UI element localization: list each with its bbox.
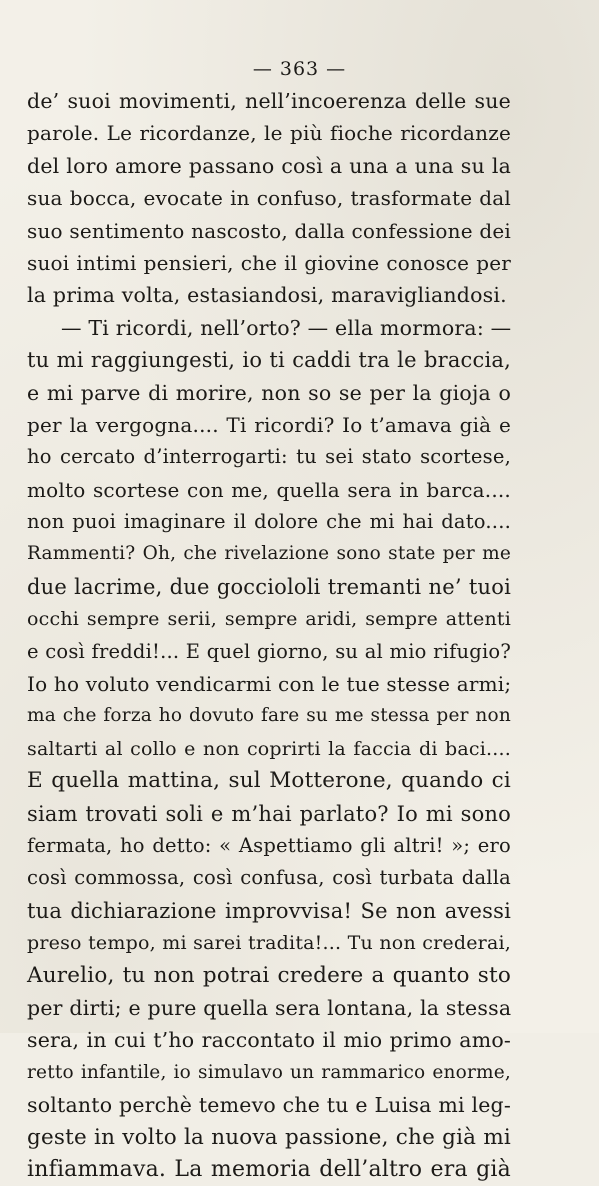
text-line-6: suoi intimi pensieri, che il giovine conosce per: [27, 250, 511, 275]
text-line-33: geste in volto la nuova passione, che già mi: [27, 1124, 511, 1150]
text-line-17: occhi sempre serii, sempre aridi, sempre attenti: [27, 608, 511, 631]
text-line-11: per la vergogna.... Ti ricordi? Io t’amava già e: [27, 412, 511, 437]
text-line-34: infiammava. La memoria dell’altro era già: [27, 1156, 511, 1182]
text-line-7: la prima volta, estasiandosi, maravigliandosi.: [27, 283, 507, 308]
text-line-8: — Ti ricordi, nell’orto? — ella mormora: —: [61, 315, 512, 340]
text-line-23: siam trovati soli e m’hai parlato? Io mi sono: [27, 801, 511, 826]
body-text: [27, 85, 511, 1186]
text-line-30: sera, in cui t’ho raccontato il mio primo amo-: [27, 1028, 511, 1053]
text-line-10: e mi parve di morire, non so se per la gioja o: [27, 380, 511, 405]
text-line-2: parole. Le ricordanze, le più fioche ricordanze: [27, 121, 511, 146]
text-line-13: molto scortese con me, quella sera in barca....: [27, 477, 511, 502]
text-line-5: suo sentimento nascosto, dalla confessione dei: [27, 218, 511, 243]
text-line-28: Aurelio, tu non potrai credere a quanto sto: [27, 962, 511, 988]
text-line-20: ma che forza ho dovuto fare su me stessa per non: [27, 705, 511, 727]
text-line-21: saltarti al collo e non coprirti la faccia di baci....: [27, 737, 511, 760]
page-number: — 363 —: [252, 58, 347, 80]
text-line-9: tu mi raggiungesti, io ti caddi tra le braccia,: [27, 348, 511, 373]
text-line-25: così commossa, così confusa, così turbata dalla: [27, 866, 511, 890]
text-line-15: Rammenti? Oh, che rivelazione sono state per me: [27, 543, 511, 565]
text-line-27: preso tempo, mi sarei tradita!... Tu non crederai,: [27, 932, 511, 955]
text-line-18: e così freddi!... E quel giorno, su al mio rifugio?: [27, 639, 511, 663]
text-line-31: retto infantile, io simulavo un rammarico enorme,: [27, 1061, 511, 1083]
text-line-1: de’ suoi movimenti, nell’incoerenza delle sue: [27, 89, 511, 113]
text-line-14: non puoi imaginare il dolore che mi hai dato....: [27, 510, 511, 534]
text-line-22: E quella mattina, sul Motterone, quando ci: [27, 768, 511, 794]
text-line-24: fermata, ho detto: « Aspettiamo gli altri! »; ero: [27, 833, 511, 857]
text-line-19: Io ho voluto vendicarmi con le tue stesse armi;: [27, 672, 512, 697]
text-line-12: ho cercato d’interrogarti: tu sei stato scortese,: [27, 445, 511, 469]
text-line-26: tua dichiarazione improvvisa! Se non avessi: [27, 898, 511, 923]
text-line-29: per dirti; e pure quella sera lontana, la stessa: [27, 995, 512, 1020]
text-line-16: due lacrime, due gocciololi tremanti ne’ tuoi: [27, 574, 511, 599]
text-line-32: soltanto perchè temevo che tu e Luisa mi leg-: [27, 1093, 511, 1118]
text-line-4: sua bocca, evocate in confuso, trasformate dal: [27, 186, 511, 211]
text-line-3: del loro amore passano così a una a una su la: [27, 153, 511, 178]
